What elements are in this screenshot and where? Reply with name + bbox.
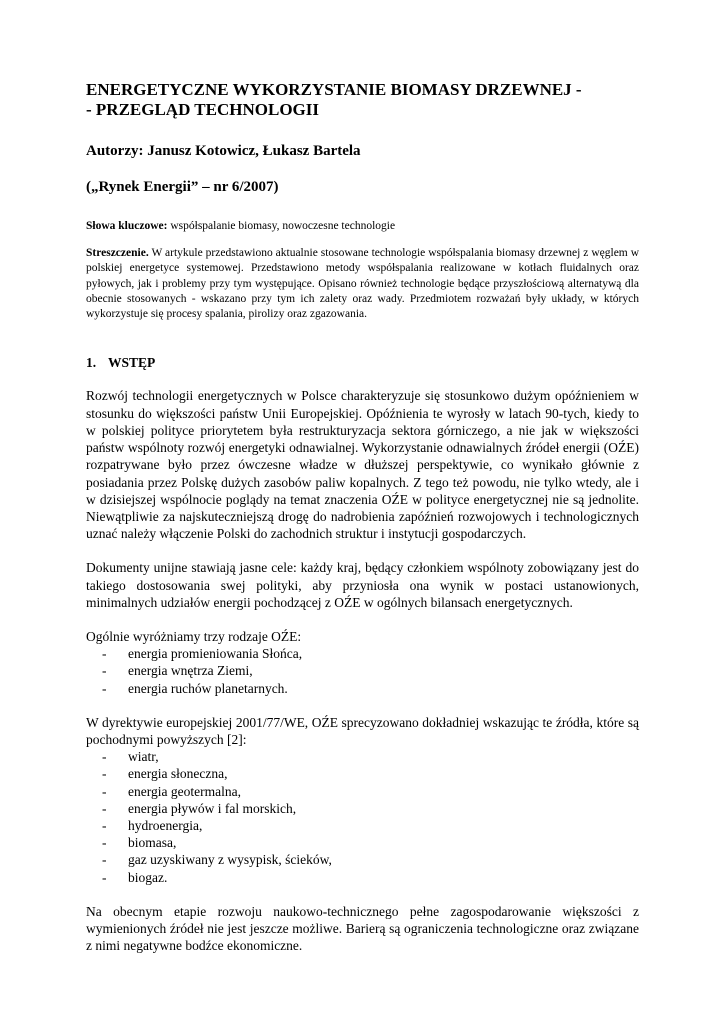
- abstract-text: W artykule przedstawiono aktualnie stosowane technologie współspalania biomasy drzewnej z węglem w polskiej energetyce systemowej. Przedstawiono metody współspalania realizowane w kotłach fluidalnych oraz pyłowych, jak i problemy przy tym występujące. Opisano również technologie będące przyszłościową alternatywą dla obecnie stosowanych - wskazano przy tym ich zalety oraz wady. Przedmiotem rozważań były układy, w których wykorzystuje się procesy spalania, pirolizy oraz zgazowania.: [86, 247, 639, 321]
- list-item: - energia ruchów planetarnych.: [86, 680, 639, 697]
- list-item: - energia geotermalna,: [86, 783, 639, 800]
- abstract: [86, 246, 639, 322]
- keywords-text: współspalanie biomasy, nowoczesne technologie: [167, 220, 396, 232]
- list-item: - biogaz.: [86, 869, 639, 886]
- authors: Autorzy: Janusz Kotowicz, Łukasz Bartela: [86, 143, 361, 159]
- list-item: - energia pływów i fal morskich,: [86, 800, 639, 817]
- paragraph-2: Dokumenty unijne stawiają jasne cele: każdy kraj, będący członkiem wspólnoty zobowiązany jest do takiego dostosowania swej polityki, aby przyniosła ona wynik w postaci ustanowionych, minimalnych udziałów energii pochodzącej z OŹE w ogólnych bilansach energetycznych.: [86, 560, 639, 610]
- list-item: - energia słoneczna,: [86, 765, 639, 782]
- list-item: - energia wnętrza Ziemi,: [86, 662, 639, 679]
- paragraph-5: Na obecnym etapie rozwoju naukowo-technicznego pełne zagospodarowanie większości z wymienionych źródeł nie jest jeszcze możliwe. Barierą są ograniczenia technologiczne oraz związane z nimi negatywne bodźce ekonomiczne.: [86, 903, 639, 954]
- abstract-label: Streszczenie.: [86, 247, 149, 259]
- title-line-2: - PRZEGLĄD TECHNOLOGII: [86, 100, 320, 119]
- source-reference: („Rynek Energii” – nr 6/2007): [86, 179, 279, 195]
- section-heading: [86, 354, 639, 371]
- paragraph-1: Rozwój technologii energetycznych w Polsce charakteryzuje się stosunkowo dużym opóźnieniem w stosunku do większości państw Unii Europejskiej. Opóźnienia te wyrosły w latach 90-tych, kiedy to w polskiej polityce priorytetem była restrukturyzacja sektora górniczego, a nie jak w większości państw wspólnoty rozwój energetyki odnawialnej. Wykorzystanie odnawialnych źródeł energii (OŹE) rozpatrywane było przez ówczesne władze w dłuższej perspektywie, co wynikało głównie z posiadania przez Polskę dużych zasobów paliw kopalnych. Z tego też powodu, nie tylko wtedy, ale i w dzisiejszej wspólnocie poglądy na temat znaczenia OŹE w polityce energetycznej nie są jednolite. Niewątpliwie za najskuteczniejszą drogę do nadrobienia zapóźnień rozwojowych i technologicznych uznać należy włączenie Polski do zachodnich struktur i instytucji gospodarczych.: [86, 388, 639, 542]
- keywords: [86, 219, 639, 234]
- list-item: - wiatr,: [86, 748, 639, 765]
- list-item: - biomasa,: [86, 834, 639, 851]
- oze-types-list: [86, 645, 639, 697]
- paragraph-4: W dyrektywie europejskiej 2001/77/WE, OŹE sprecyzowano dokładniej wskazując te źródła, które są pochodnymi powyższych [2]:: [86, 714, 639, 747]
- list-item: - hydroenergia,: [86, 817, 639, 834]
- section-body: [86, 387, 639, 954]
- page-content: [86, 80, 639, 954]
- keywords-label: Słowa kluczowe:: [86, 220, 168, 232]
- title-line-1: ENERGETYCZNE WYKORZYSTANIE BIOMASY DRZEWNEJ -: [86, 80, 582, 99]
- list-item: - gaz uzyskiwany z wysypisk, ścieków,: [86, 851, 639, 868]
- list-item: - energia promieniowania Słońca,: [86, 645, 639, 662]
- article-title: [86, 80, 639, 120]
- oze-sources-list: [86, 748, 639, 886]
- section-title: WSTĘP: [108, 355, 156, 371]
- paragraph-3: Ogólnie wyróżniamy trzy rodzaje OŹE:: [86, 628, 302, 644]
- section-number: 1.: [86, 355, 97, 371]
